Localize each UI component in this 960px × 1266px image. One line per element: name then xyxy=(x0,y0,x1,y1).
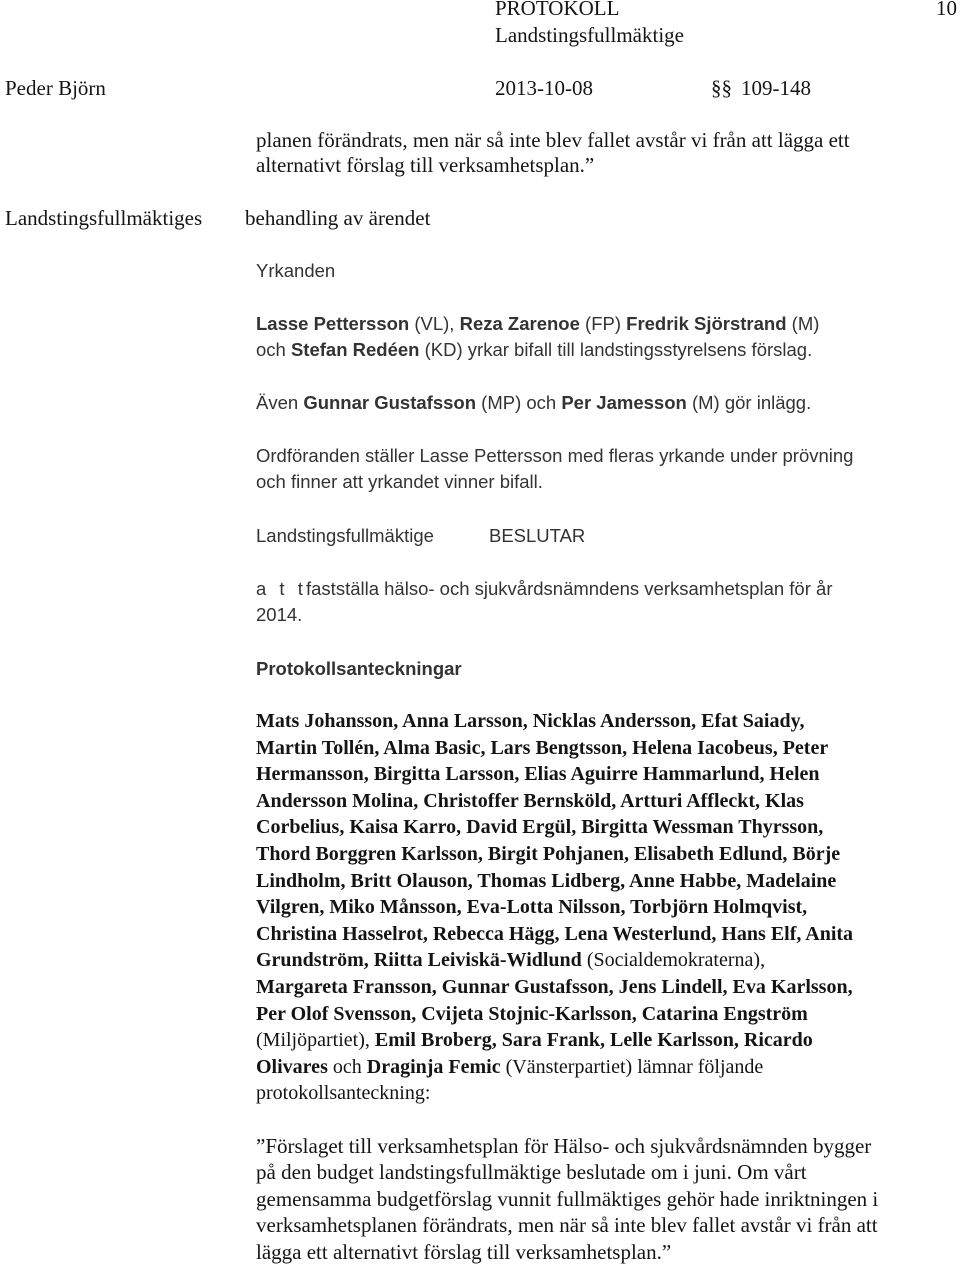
bold-name-run: Per Jamesson xyxy=(561,392,687,413)
text-run: (M) gör inlägg. xyxy=(686,392,812,413)
handling-heading-part-1: Landstingsfullmäktiges xyxy=(5,206,203,230)
yrkanden-line-1 xyxy=(256,313,819,335)
bold-name-run: Lasse Pettersson xyxy=(256,313,410,334)
signatories-line xyxy=(256,1082,430,1105)
decision-line-2: 2014. xyxy=(256,604,303,625)
signatory-names: Per Olof Svensson, Cvijeta Stojnic-Karlsson, Catarina Engström xyxy=(256,1002,808,1025)
signatories-line xyxy=(256,737,828,760)
quote-line: ”Förslaget till verksamhetsplan för Hälso- och sjukvårdsnämnden bygger xyxy=(256,1134,872,1158)
signatory-names: Andersson Molina, Christoffer Bernsköld, Artturi Affleckt, Klas xyxy=(256,789,804,812)
signatories-line xyxy=(256,1056,763,1079)
signatories-line xyxy=(256,1003,808,1026)
text-run: (VL), xyxy=(409,313,460,334)
page-number: 10 xyxy=(936,0,957,20)
party-text: (Miljöpartiet), xyxy=(256,1029,375,1052)
signatories-line xyxy=(256,923,853,946)
party-text: protokollsanteckning: xyxy=(256,1082,431,1105)
signatory-names: Lindholm, Britt Olauson, Thomas Lidberg, Anne Habbe, Madelaine xyxy=(256,869,837,892)
quote-line: verksamhetsplanen förändrats, men när så inte blev fallet avstår vi från att xyxy=(256,1213,878,1238)
signatory-names: Emil Broberg, Sara Frank, Lelle Karlsson, Ricardo xyxy=(374,1029,813,1052)
decision-heading-verb: BESLUTAR xyxy=(489,525,586,546)
signatory-names: Draginja Femic xyxy=(366,1055,501,1078)
signatories-line xyxy=(256,710,804,733)
signatory-names: Grundström, Riitta Leiviskä-Widlund xyxy=(256,949,582,972)
signatory-names: Corbelius, Kaisa Karro, David Ergül, Birgitta Wessman Thyrsson, xyxy=(256,816,824,839)
party-text: (Vänsterpartiet) lämnar följande xyxy=(500,1055,764,1078)
bold-name-run: Stefan Redéen xyxy=(290,339,420,360)
decision-line-1: fastställa hälso- och sjukvårdsnämndens verksamhetsplan för år xyxy=(306,578,833,599)
quote-line: gemensamma budgetförslag vunnit fullmäktiges gehör hade inriktningen i xyxy=(256,1186,879,1211)
chair-decision-line-1: Ordföranden ställer Lasse Pettersson med fleras yrkande under prövning xyxy=(256,445,854,466)
doc-type: PROTOKOLL xyxy=(495,0,620,20)
text-run: (KD) yrkar bifall till landstingsstyrelsens förslag. xyxy=(419,339,813,360)
party-text: och xyxy=(327,1055,367,1078)
signatory-names: Christina Hasselrot, Rebecca Hägg, Lena Westerlund, Hans Elf, Anita xyxy=(256,922,854,945)
signatories-line xyxy=(256,843,840,866)
chair-decision-line-2: och finner att yrkandet vinner bifall. xyxy=(256,471,543,492)
protocol-notes-heading: Protokollsanteckningar xyxy=(256,658,462,679)
header-body-name: Landstingsfullmäktige xyxy=(495,23,684,47)
bold-name-run: Reza Zarenoe xyxy=(459,313,580,334)
signatory-names: Vilgren, Miko Månsson, Eva-Lotta Nilsson, Torbjörn Holmqvist, xyxy=(256,896,808,919)
signer-name: Peder Björn xyxy=(5,76,106,100)
text-run: och xyxy=(256,339,291,360)
signatories-line xyxy=(256,1029,813,1052)
text-run: Även xyxy=(256,392,304,413)
section-mark: §§ xyxy=(711,76,732,100)
quote-line: på den budget landstingsfullmäktige beslutade om i juni. Om vårt xyxy=(256,1160,807,1185)
top-paragraph-line-2: alternativt förslag till verksamhetsplan.” xyxy=(256,153,595,177)
att-marker: a t t xyxy=(256,578,307,599)
signatories-line xyxy=(256,976,853,999)
signatories-line xyxy=(256,790,804,813)
signatory-names: Thord Borggren Karlsson, Birgit Pohjanen, Elisabeth Edlund, Börje xyxy=(256,843,841,865)
signatory-names: Mats Johansson, Anna Larsson, Nicklas Andersson, Efat Saiady, xyxy=(256,710,805,732)
text-run: (MP) och xyxy=(476,392,562,413)
decision-heading-body: Landstingsfullmäktige xyxy=(256,525,434,546)
section-range: 109-148 xyxy=(741,76,811,100)
signatories-line xyxy=(256,763,820,786)
signatory-names: Martin Tollén, Alma Basic, Lars Bengtsson, Helena Iacobeus, Peter xyxy=(256,736,829,759)
signatories-line xyxy=(256,896,807,919)
signatory-names: Olivares xyxy=(256,1055,328,1078)
handling-heading-part-2: behandling av ärendet xyxy=(245,206,431,230)
signatories-line xyxy=(256,870,836,893)
signatory-names: Hermansson, Birgitta Larsson, Elias Aguirre Hammarlund, Helen xyxy=(256,763,820,786)
yrkanden-line-3 xyxy=(256,392,811,414)
quote-line: lägga ett alternativt förslag till verksamhetsplan.” xyxy=(256,1239,672,1264)
yrkanden-heading: Yrkanden xyxy=(256,260,336,281)
text-run: (FP) xyxy=(579,313,627,334)
bold-name-run: Gunnar Gustafsson xyxy=(303,392,477,413)
signatories-line xyxy=(256,949,765,972)
signatory-names: Margareta Fransson, Gunnar Gustafsson, Jens Lindell, Eva Karlsson, xyxy=(256,976,853,998)
signatories-line xyxy=(256,816,823,839)
meeting-date: 2013-10-08 xyxy=(495,76,593,100)
bold-name-run: Fredrik Sjörstrand xyxy=(626,313,787,334)
text-run: (M) xyxy=(786,313,820,334)
party-text: (Socialdemokraterna), xyxy=(581,949,766,972)
yrkanden-line-2 xyxy=(256,339,812,361)
top-paragraph-line-1: planen förändrats, men när så inte blev fallet avstår vi från att lägga ett xyxy=(256,128,850,152)
